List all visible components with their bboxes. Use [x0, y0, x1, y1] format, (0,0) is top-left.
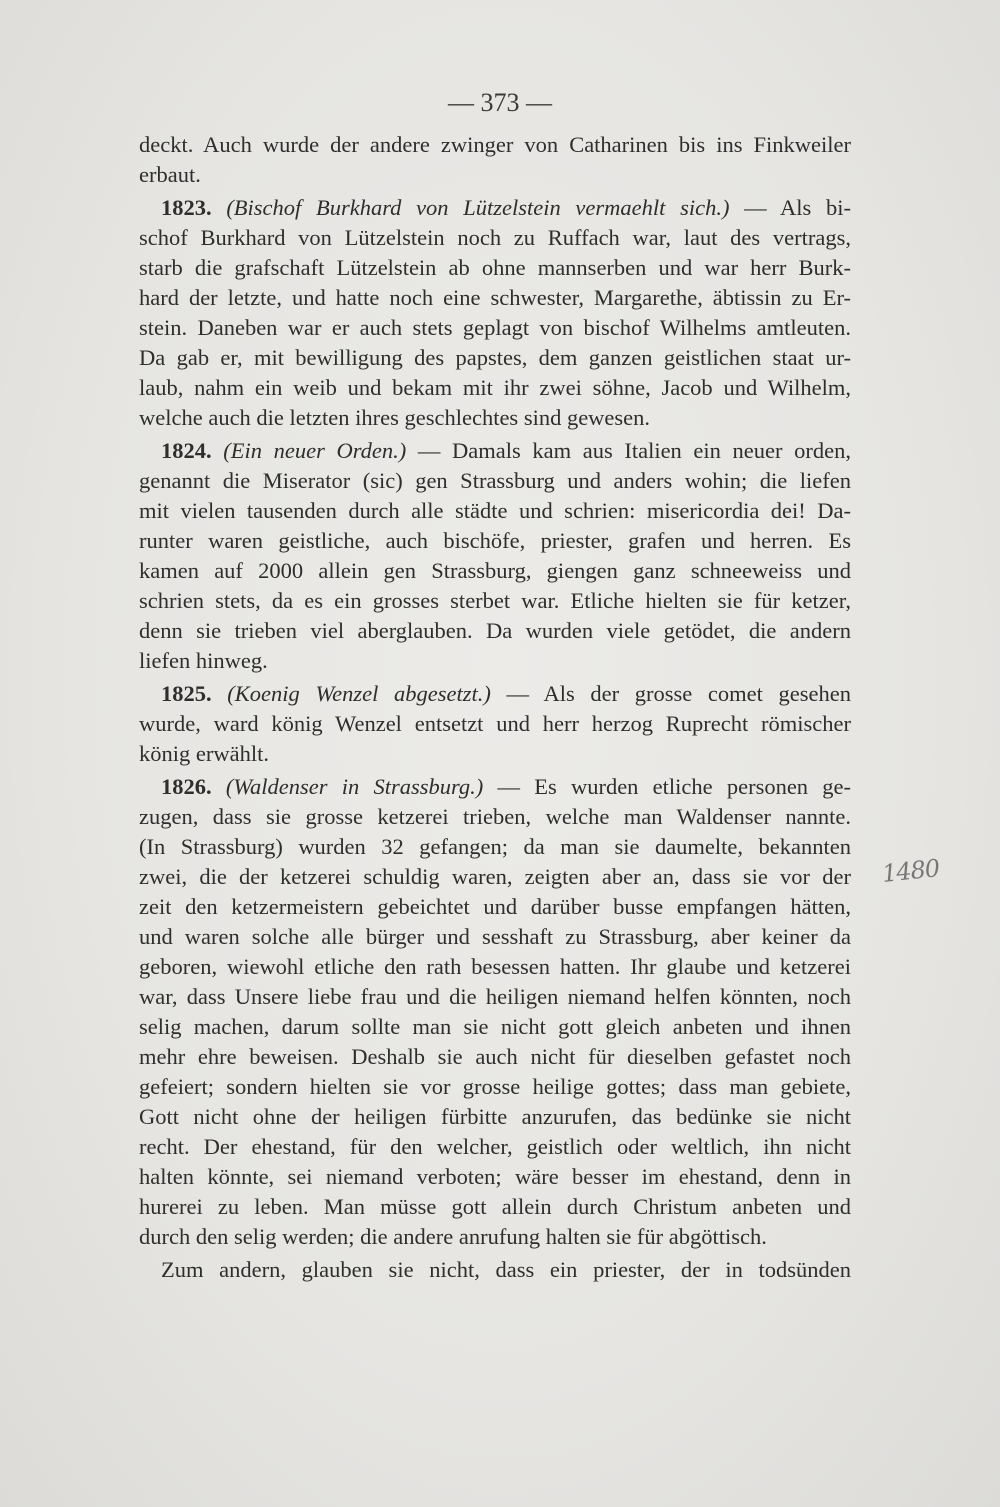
entry-title: (Waldenser in Strassburg.)	[225, 774, 484, 799]
text-line: und waren solche alle bürger und sesshaft zu Strassburg, aber keiner da	[139, 924, 851, 949]
entry-heading-line: 1826. (Waldenser in Strassburg.) — Es wurden etliche personen ge-	[161, 774, 852, 799]
text-line: war, dass Unsere liebe frau und die heiligen niemand helfen könnten, noch	[139, 984, 851, 1009]
text-line: Zum andern, glauben sie nicht, dass ein priester, der in todsünden	[161, 1257, 851, 1282]
text-line: recht. Der ehestand, für den welcher, geistlich oder weltlich, ihn nicht	[139, 1134, 851, 1159]
text-line: geboren, wiewohl etliche den rath besessen hatten. Ihr glaube und ketzerei	[139, 954, 851, 979]
text-line: selig machen, darum sollte man sie nicht gott gleich anbeten und ihnen	[139, 1014, 851, 1039]
text-line: runter waren geistliche, auch bischöfe, priester, grafen und herren. Es	[139, 528, 851, 553]
text-line: starb die grafschaft Lützelstein ab ohne mannserben und war herr Burk-	[139, 255, 851, 280]
entry-title: (Ein neuer Orden.)	[223, 438, 407, 463]
text-line: liefen hinweg.	[139, 648, 268, 673]
text-line: stein. Daneben war er auch stets geplagt von bischof Wilhelms amtleuten.	[139, 315, 851, 340]
page-number: — 373 —	[448, 88, 552, 117]
entry-year: 1826.	[161, 774, 212, 799]
text-line: zugen, dass sie grosse ketzerei trieben, welche man Waldenser nannte.	[139, 804, 851, 829]
body-text	[139, 130, 851, 1285]
text-line: Gott nicht ohne der heiligen fürbitte anzurufen, das bedünke sie nicht	[139, 1104, 851, 1129]
entry-heading-line: 1824. (Ein neuer Orden.) — Damals kam aus Italien ein neuer orden,	[161, 438, 851, 463]
entry-year: 1825.	[161, 681, 212, 706]
text-line: deckt. Auch wurde der andere zwinger von Catharinen bis ins Finkweiler	[139, 132, 851, 157]
text-line: hard der letzte, und hatte noch eine schwester, Margarethe, äbtissin zu Er-	[139, 285, 851, 310]
text-line: durch den selig werden; die andere anrufung halten sie für abgöttisch.	[139, 1224, 767, 1249]
text-line: laub, nahm ein weib und bekam mit ihr zwei söhne, Jacob und Wilhelm,	[139, 375, 851, 400]
entry-heading-line: 1825. (Koenig Wenzel abgesetzt.) — Als der grosse comet gesehen	[161, 681, 851, 706]
text-line: denn sie trieben viel aberglauben. Da wurden viele getödet, die andern	[139, 618, 851, 643]
entry-year: 1824.	[161, 438, 212, 463]
text-line: erbaut.	[139, 162, 201, 187]
entry-year: 1823.	[161, 195, 212, 220]
entry-heading-line: 1823. (Bischof Burkhard von Lützelstein vermaehlt sich.) — Als bi-	[161, 195, 851, 220]
text-line: wurde, ward könig Wenzel entsetzt und herr herzog Ruprecht römischer	[139, 711, 851, 736]
text-line: schrien stets, da es ein grosses sterbet war. Etliche hielten sie für ketzer,	[139, 588, 851, 613]
text-line: Da gab er, mit bewilligung des papstes, dem ganzen geistlichen staat ur-	[139, 345, 851, 370]
handwritten-margin-note: 1480	[880, 854, 941, 888]
text-line: kamen auf 2000 allein gen Strassburg, giengen ganz schneeweiss und	[139, 558, 851, 583]
text-line: mit vielen tausenden durch alle städte und schrien: misericordia dei! Da-	[139, 498, 851, 523]
text-line: zwei, die der ketzerei schuldig waren, zeigten aber an, dass sie vor der	[139, 864, 851, 889]
text-line: hurerei zu leben. Man müsse gott allein durch Christum anbeten und	[139, 1194, 851, 1219]
text-line: mehr ehre beweisen. Deshalb sie auch nicht für dieselben gefastet noch	[139, 1044, 851, 1069]
text-line: halten könnte, sei niemand verboten; wäre besser im ehestand, denn in	[139, 1164, 851, 1189]
entry-title: (Koenig Wenzel abgesetzt.)	[227, 681, 491, 706]
text-line: könig erwählt.	[139, 741, 269, 766]
text-line: genannt die Miserator (sic) gen Strassburg und anders wohin; die liefen	[139, 468, 851, 493]
text-line: gefeiert; sondern hielten sie vor grosse heilige gottes; dass man gebiete,	[139, 1074, 851, 1099]
text-line: welche auch die letzten ihres geschlechtes sind gewesen.	[139, 405, 651, 430]
entry-title: (Bischof Burkhard von Lützelstein vermaehlt sich.)	[226, 195, 730, 220]
text-line: schof Burkhard von Lützelstein noch zu Ruffach war, laut des vertrags,	[139, 225, 851, 250]
text-line: (In Strassburg) wurden 32 gefangen; da man sie daumelte, bekannten	[139, 834, 851, 859]
text-line: zeit den ketzermeistern gebeichtet und darüber busse empfangen hätten,	[139, 894, 851, 919]
